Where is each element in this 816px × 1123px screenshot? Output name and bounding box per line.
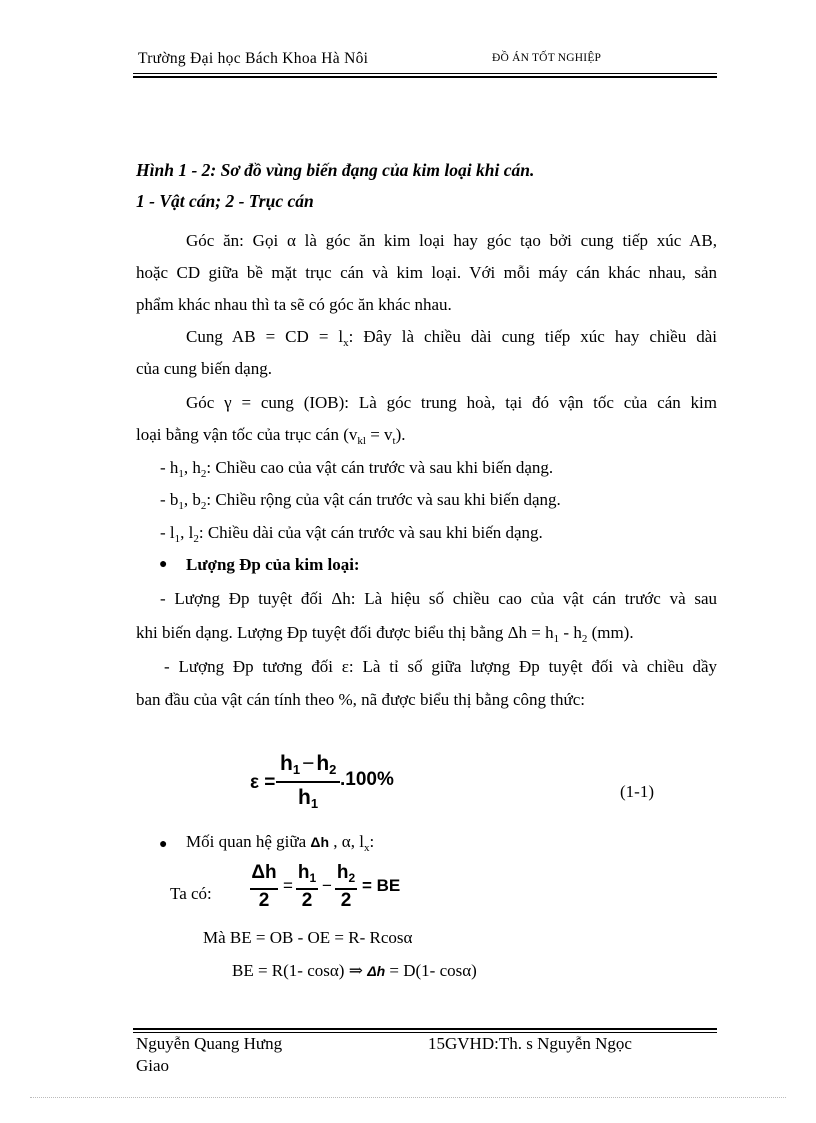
formula-epsilon-denominator: $h_1$ — [298, 786, 319, 811]
relation-ma-line: Mà BE = OB - OE = R- Rcosα — [203, 928, 413, 947]
footer-author: Nguyễn Quang Hưng — [136, 1034, 283, 1053]
paragraph-goc-an-line1: Góc ăn: Gọi α là góc ăn kim loại hay góc tạo bởi cung tiếp xúc AB, — [186, 231, 717, 250]
formula-epsilon-label: (1-1) — [620, 782, 654, 801]
paragraph-rel-line2: ban đầu của vật cán tính theo %, nã được biểu thị bằng công thức: — [136, 690, 585, 709]
footer-page-number: 15 — [428, 1034, 445, 1053]
page-bottom-border — [30, 1097, 786, 1098]
formula-be-two3: 2 — [340, 890, 352, 911]
header-rule-thin — [133, 73, 717, 74]
formula-epsilon-lhs: ε = — [250, 772, 276, 793]
paragraph-cung-line1: Cung AB = CD = $l_x$: Đây là chiều dài cung tiếp xúc hay chiều dài — [186, 327, 718, 349]
dim-height: - $h_1$, $h_2$: Chiều cao của vật cán trước và sau khi biến dạng. — [160, 458, 554, 480]
dim-length: - $l_1$, $l_2$: Chiều dài của vật cán trước và sau khi biến dạng. — [160, 523, 543, 545]
figure-legend: 1 - Vật cán; 2 - Trục cán — [136, 191, 314, 211]
paragraph-abs-line1: - Lượng Đp tuyệt đối Δh: Là hiệu số chiều cao của vật cán trước và sau — [160, 589, 717, 608]
taco-label: Ta có: — [170, 884, 212, 903]
paragraph-gamma-line1: Góc γ = cung (IOB): Là góc trung hoà, tại đó vận tốc của cán kim — [186, 393, 717, 412]
formula-epsilon-fraction-bar — [276, 781, 340, 783]
dim-width: - $b_1$, $b_2$: Chiều rộng của vật cán trước và sau khi biến dạng. — [160, 490, 561, 512]
formula-be-two2: 2 — [301, 890, 313, 911]
paragraph-rel-line1: - Lượng Đp tương đối ε: Là tỉ số giữa lượng Đp tuyệt đối và chiều dầy — [164, 657, 717, 676]
formula-be-two1: 2 — [258, 890, 270, 911]
paragraph-gamma-line2: loại bằng vận tốc của trục cán $(v_{kl} = v_t)$. — [136, 425, 406, 447]
section-heading-dp: Lượng Đp của kim loại: — [186, 555, 360, 574]
figure-caption: Hình 1 - 2: Sơ đồ vùng biến đạng của kim loại khi cán. — [136, 160, 535, 180]
bullet-icon: ● — [159, 837, 168, 852]
paragraph-goc-an-line2: hoặc CD giữa bề mặt trục cán và kim loại. Với mỗi máy cán khác nhau, sản — [136, 263, 717, 282]
header-doc-title: ĐỒ ÁN TỐT NGHIỆP — [492, 52, 602, 64]
paragraph-goc-an-line3: phẩm khác nhau thì ta sẽ có góc ăn khác nhau. — [136, 295, 452, 314]
header-school: Trường Đại học Bách Khoa Hà Nôi — [138, 50, 369, 67]
paragraph-abs-line2: khi biến dạng. Lượng Đp tuyệt đối được biểu thị bằng $\Delta h = h_1 - h_2$ (mm). — [136, 623, 634, 645]
formula-be-h2: $h_2$ — [336, 862, 356, 885]
footer-advisor-cont: Giao — [136, 1056, 170, 1075]
relation-heading: Mối quan hệ giữa Δh , α, $l_x$: — [186, 832, 375, 854]
formula-epsilon-numerator: $h_1-h_2$ — [280, 752, 337, 777]
formula-be-minus: − — [322, 876, 332, 895]
relation-be-line: BE = R(1- cosα) ⇒ Δh = D(1- cosα) — [232, 961, 477, 980]
formula-be-dh: Δh — [251, 862, 277, 883]
formula-be-eq2: = BE — [362, 876, 401, 895]
footer-advisor: GVHD:Th. s Nguyễn Ngọc — [445, 1034, 632, 1053]
header-rule-thick — [133, 76, 717, 78]
footer-page-advisor — [428, 1028, 632, 1060]
paragraph-cung-line2: của cung biến dạng. — [136, 359, 272, 378]
formula-epsilon-tail: .100% — [340, 769, 394, 790]
bullet-icon: ● — [159, 557, 168, 572]
formula-be-eq1: = — [283, 876, 293, 895]
formula-be-h1: $h_1$ — [297, 862, 317, 885]
